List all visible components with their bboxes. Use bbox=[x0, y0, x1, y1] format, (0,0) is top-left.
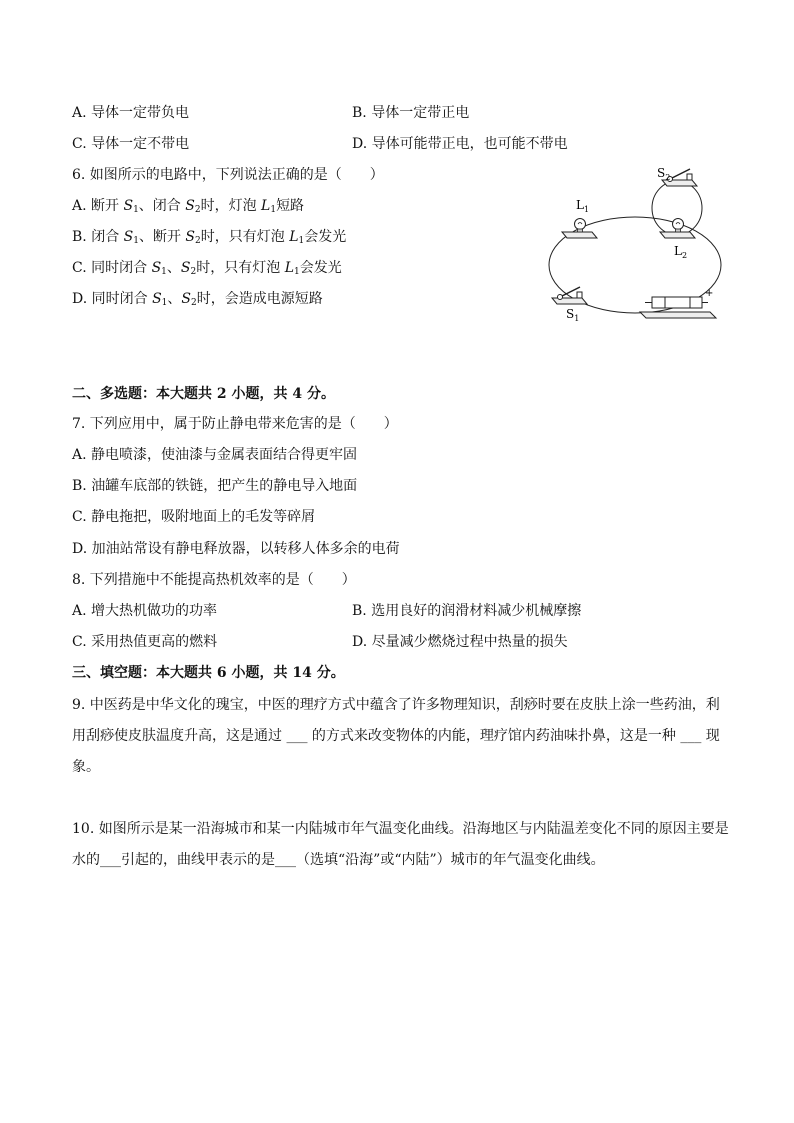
section-3-heading: 三、填空题：本大题共 6 小题，共 14 分。 bbox=[72, 665, 345, 681]
circuit-diagram bbox=[540, 160, 730, 335]
battery-icon bbox=[640, 297, 716, 318]
q8-option-a: A. 增大热机做功的功率 bbox=[72, 603, 218, 619]
q8-option-b: B. 选用良好的润滑材料减少机械摩擦 bbox=[352, 603, 582, 619]
q7-option-b: B. 油罐车底部的铁链，把产生的静电导入地面 bbox=[72, 478, 358, 494]
q6-option-a: A. 断开 $S_1$、闭合 $S_2$时，灯泡 $L_1$短路 bbox=[72, 198, 305, 215]
label-l2: $L_2$ bbox=[674, 244, 688, 260]
q8-option-d: D. 尽量减少燃烧过程中热量的损失 bbox=[352, 634, 568, 650]
q5-option-c: C. 导体一定不带电 bbox=[72, 136, 190, 152]
q5-option-a: A. 导体一定带负电 bbox=[72, 105, 190, 121]
lamp-l1-icon bbox=[562, 219, 597, 239]
q7-option-c: C. 静电拖把，吸附地面上的毛发等碎屑 bbox=[72, 509, 316, 525]
q7-stem: 7. 下列应用中，属于防止静电带来危害的是（ ） bbox=[72, 416, 398, 432]
q10-text: 10. 如图所示是某一沿海城市和某一内陆城市年气温变化曲线。沿海地区与内陆温差变化不同的原因主要是水的___引起的，曲线甲表示的是___（选填“沿海”或“内陆”）城市的年气温变化曲线。 bbox=[72, 821, 729, 868]
q6-option-c: C. 同时闭合 $S_1$、$S_2$时，只有灯泡 $L_1$会发光 bbox=[72, 260, 342, 277]
q6-option-b: B. 闭合 $S_1$、断开 $S_2$时，只有灯泡 $L_1$会发光 bbox=[72, 229, 347, 246]
q7-option-a: A. 静电喷漆，使油漆与金属表面结合得更牢固 bbox=[72, 447, 358, 463]
q5-option-d: D. 导体可能带正电，也可能不带电 bbox=[352, 136, 568, 152]
q8-stem: 8. 下列措施中不能提高热机效率的是（ ） bbox=[72, 572, 356, 588]
q5-option-b: B. 导体一定带正电 bbox=[352, 105, 470, 121]
q6-option-d: D. 同时闭合 $S_1$、$S_2$时，会造成电源短路 bbox=[72, 291, 323, 308]
q8-option-c: C. 采用热值更高的燃料 bbox=[72, 634, 218, 650]
q6-stem: 6. 如图所示的电路中，下列说法正确的是（ ） bbox=[72, 167, 384, 183]
q7-option-d: D. 加油站常设有静电释放器，以转移人体多余的电荷 bbox=[72, 541, 400, 557]
q9-text: 9. 中医药是中华文化的瑰宝，中医的理疗方式中蕴含了许多物理知识，刮痧时要在皮肤上涂一些药油，利用刮痧使皮肤温度升高，这是通过 ___ 的方式来改变物体的内能，理疗馆内药油味扑鼻，这是一种 ___ 现象。 bbox=[72, 697, 720, 775]
label-s1: $S_1$ bbox=[566, 307, 580, 323]
label-l1: $L_1$ bbox=[576, 198, 590, 214]
switch-s1-icon bbox=[552, 287, 587, 304]
section-2-heading: 二、多选题：本大题共 2 小题，共 4 分。 bbox=[72, 386, 335, 402]
battery-plus-label: + bbox=[705, 288, 714, 299]
label-s2: $S_2$ bbox=[657, 166, 671, 182]
